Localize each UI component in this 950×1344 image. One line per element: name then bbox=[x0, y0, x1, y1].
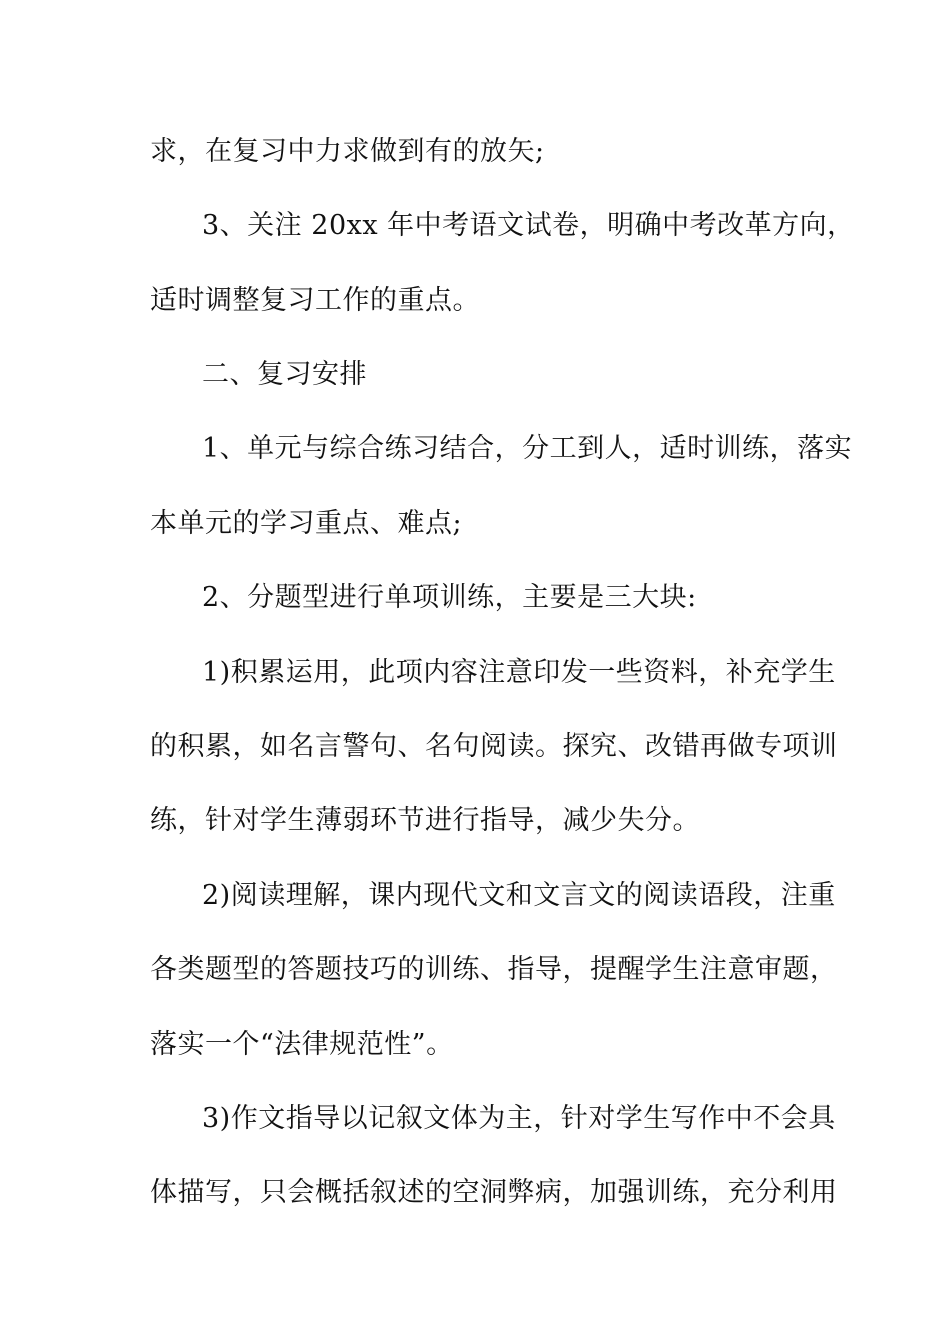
text-line: 2、分题型进行单项训练，主要是三大块: bbox=[202, 582, 697, 613]
text-line: 3)作文指导以记叙文体为主，针对学生写作中不会具 bbox=[202, 1103, 836, 1134]
text-line: 1)积累运用，此项内容注意印发一些资料，补充学生 bbox=[202, 657, 836, 688]
text-line: 的积累，如名言警句、名句阅读。探究、改错再做专项训 bbox=[150, 731, 838, 762]
text-line: 1、单元与综合练习结合，分工到人，适时训练，落实 bbox=[202, 433, 853, 464]
text-line: 落实一个“法律规范性”。 bbox=[150, 1029, 454, 1060]
text-line: 3、关注 20xx 年中考语文试卷，明确中考改革方向， bbox=[202, 210, 855, 241]
text-line: 求，在复习中力求做到有的放矢; bbox=[150, 136, 545, 167]
text-line: 体描写，只会概括叙述的空洞弊病，加强训练，充分利用 bbox=[150, 1177, 838, 1208]
text-line: 2)阅读理解，课内现代文和文言文的阅读语段，注重 bbox=[202, 880, 836, 911]
text-line: 本单元的学习重点、难点; bbox=[150, 508, 463, 539]
text-line: 练，针对学生薄弱环节进行指导，减少失分。 bbox=[150, 805, 700, 836]
text-line: 各类题型的答题技巧的训练、指导，提醒学生注意审题， bbox=[150, 954, 838, 985]
text-line: 适时调整复习工作的重点。 bbox=[150, 285, 480, 316]
section-heading: 二、复习安排 bbox=[202, 359, 367, 390]
